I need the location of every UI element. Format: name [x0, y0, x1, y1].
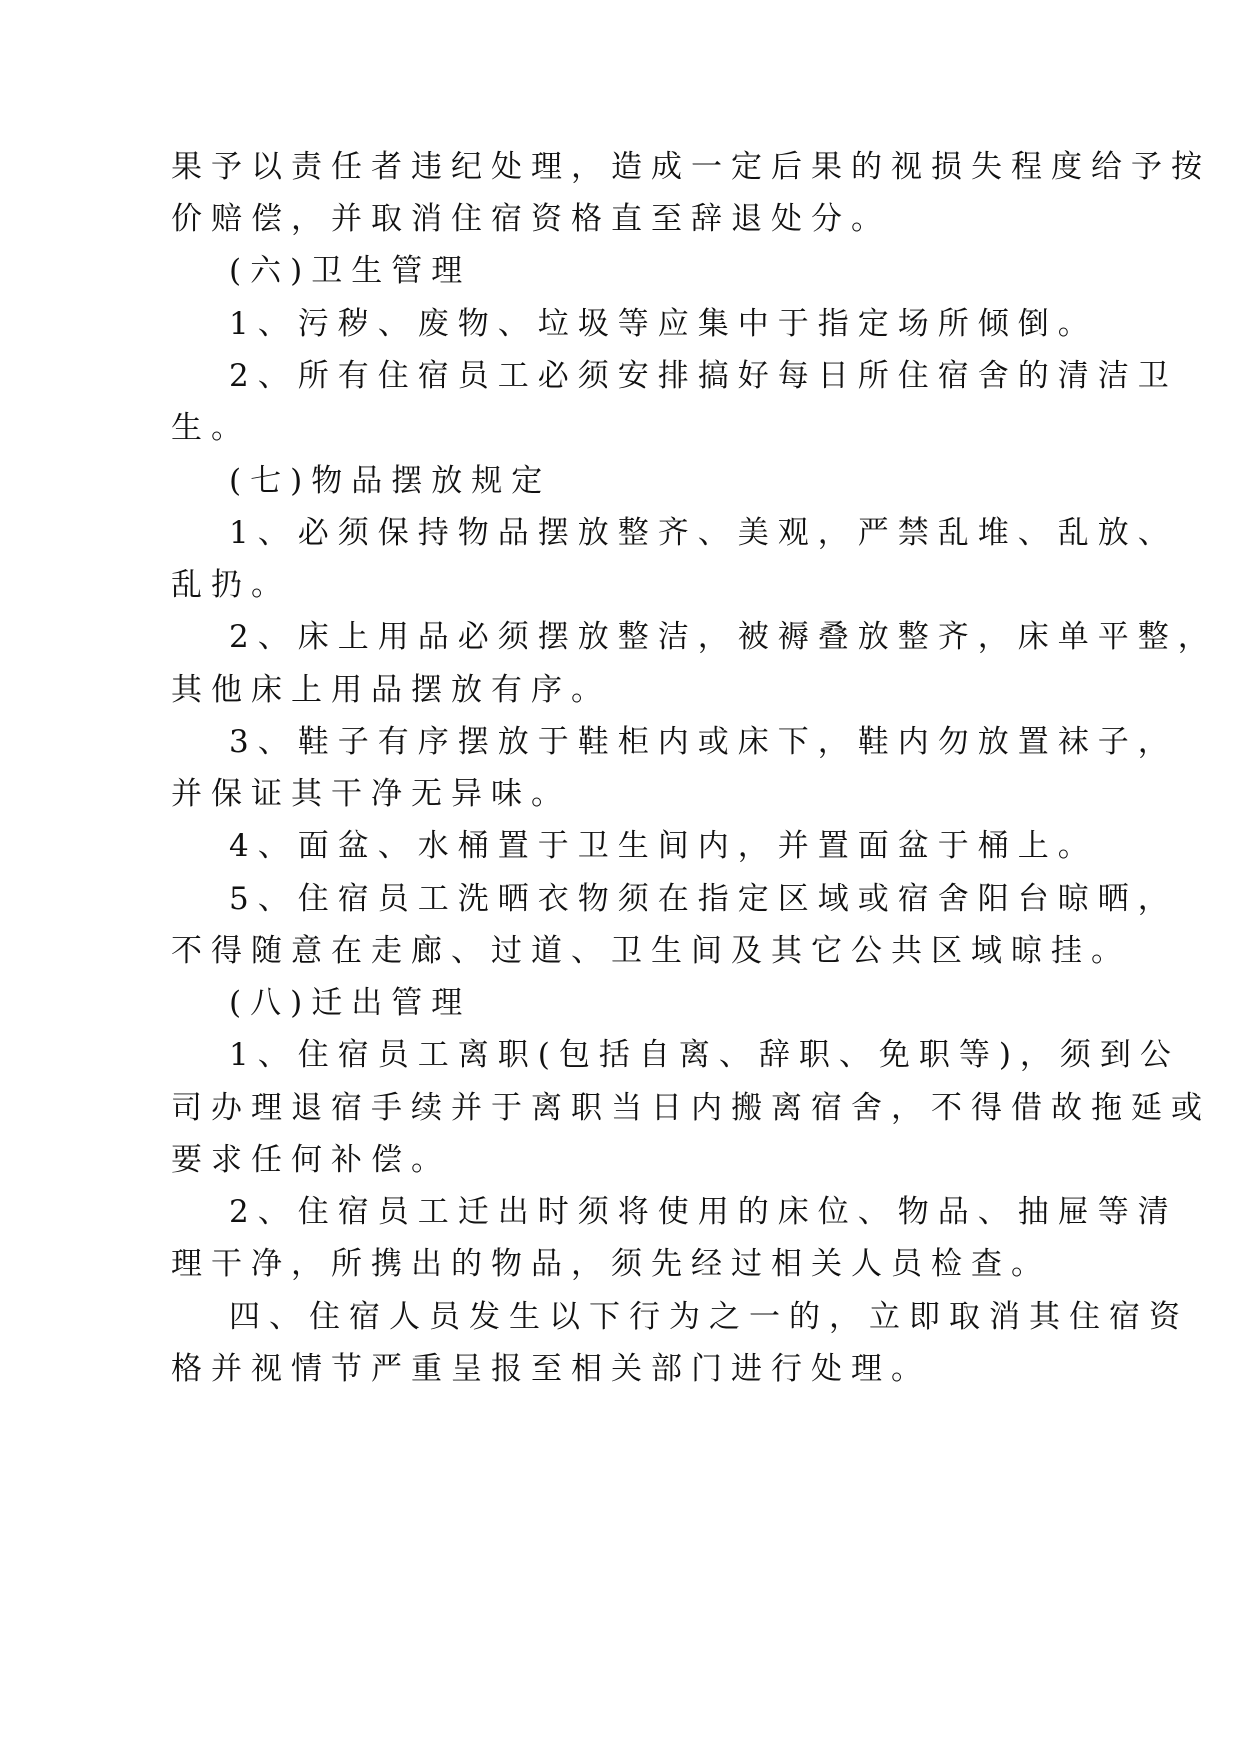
- body-text-line: 乱扔。: [171, 567, 291, 603]
- section-heading: 四、住宿人员发生以下行为之一的，立即取消其住宿资: [229, 1299, 1189, 1335]
- list-item: 5、住宿员工洗晒衣物须在指定区域或宿舍阳台晾晒，: [229, 881, 1178, 917]
- body-text-line: 其他床上用品摆放有序。: [171, 672, 611, 708]
- list-item: 1、污秽、废物、垃圾等应集中于指定场所倾倒。: [229, 306, 1098, 342]
- section-heading: (六)卫生管理: [229, 253, 472, 289]
- body-text-line: 生。: [171, 410, 251, 446]
- body-text-line: 理干净，所携出的物品，须先经过相关人员检查。: [171, 1246, 1051, 1282]
- section-heading: (八)迁出管理: [229, 985, 472, 1021]
- body-text-line: 要求任何补偿。: [171, 1142, 451, 1178]
- body-text-line: 果予以责任者违纪处理，造成一定后果的视损失程度给予按: [171, 149, 1211, 185]
- body-text-line: 不得随意在走廊、过道、卫生间及其它公共区域晾挂。: [171, 933, 1131, 969]
- list-item: 2、所有住宿员工必须安排搞好每日所住宿舍的清洁卫: [229, 358, 1178, 394]
- body-text-line: 并保证其干净无异味。: [171, 776, 571, 812]
- list-item: 2、床上用品必须摆放整洁，被褥叠放整齐，床单平整，: [229, 619, 1218, 655]
- list-item: 3、鞋子有序摆放于鞋柜内或床下，鞋内勿放置袜子，: [229, 724, 1178, 760]
- body-text-line: 价赔偿，并取消住宿资格直至辞退处分。: [171, 201, 891, 237]
- list-item: 1、住宿员工离职(包括自离、辞职、免职等)，须到公: [229, 1037, 1180, 1073]
- list-item: 4、面盆、水桶置于卫生间内，并置面盆于桶上。: [229, 828, 1098, 864]
- list-item: 2、住宿员工迁出时须将使用的床位、物品、抽屉等清: [229, 1194, 1178, 1230]
- body-text-line: 司办理退宿手续并于离职当日内搬离宿舍，不得借故拖延或: [171, 1090, 1211, 1126]
- body-text-line: 格并视情节严重呈报至相关部门进行处理。: [171, 1351, 931, 1387]
- section-heading: (七)物品摆放规定: [229, 463, 552, 499]
- list-item: 1、必须保持物品摆放整齐、美观，严禁乱堆、乱放、: [229, 515, 1178, 551]
